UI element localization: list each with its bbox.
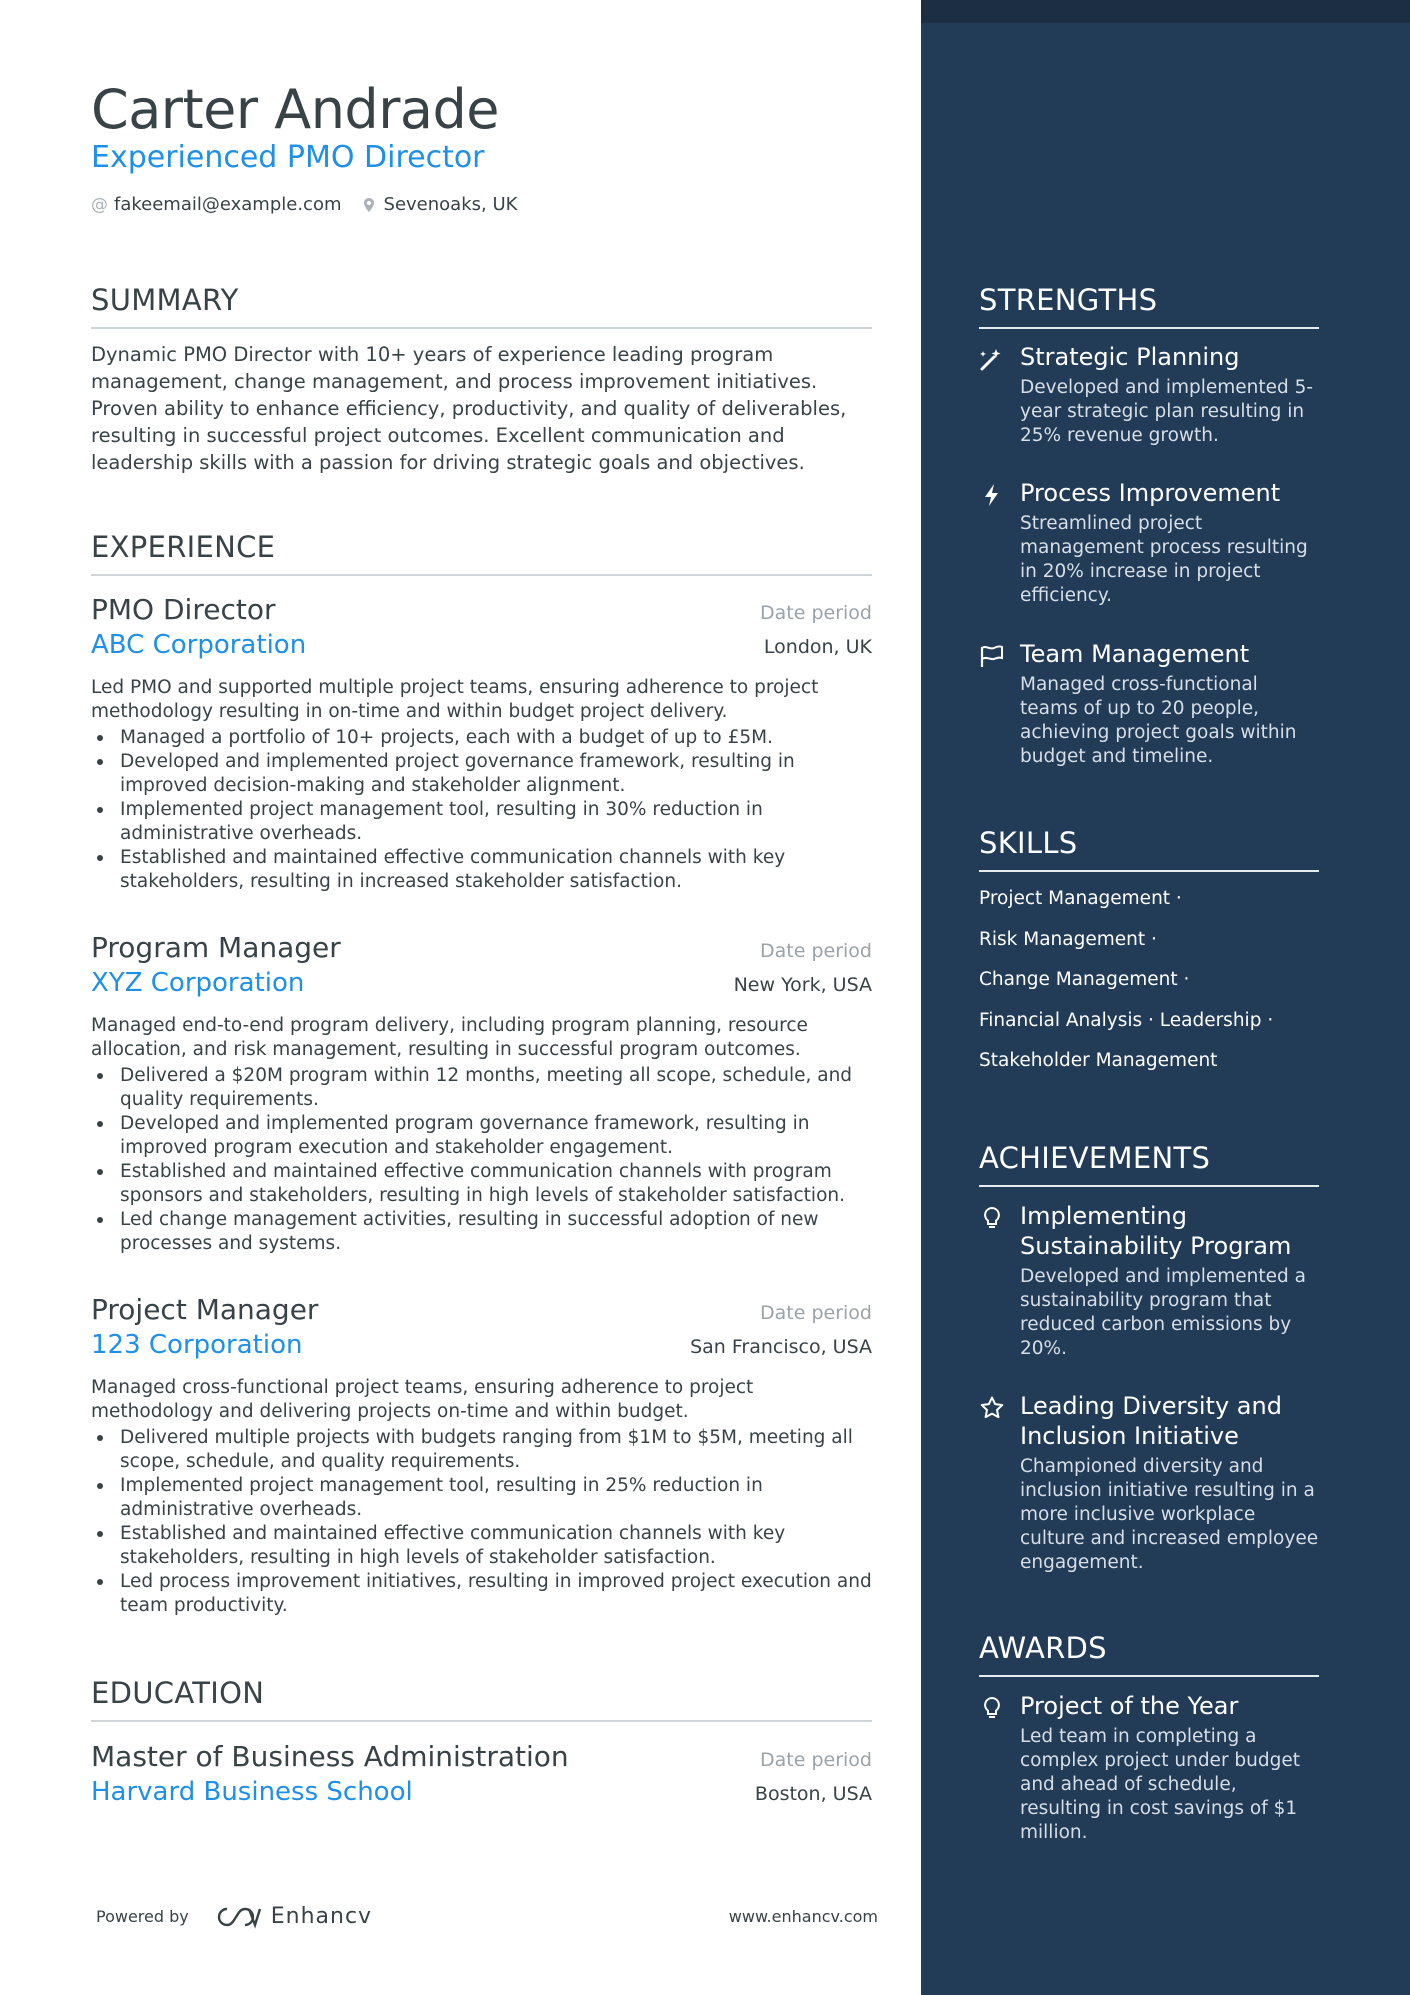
bullet-item: Implemented project management tool, resulting in 30% reduction in administrative overheads. [91,798,872,846]
bullet-item: Led change management activities, resulting in successful adoption of new processes and systems. [91,1208,872,1256]
skills-heading: SKILLS [979,825,1319,872]
candidate-title: Experienced PMO Director [91,140,485,175]
sidebar-top-bar [921,0,1410,23]
job-date: Date period [760,602,872,624]
skills-list [979,879,1319,1082]
job-title: Project Manager [91,1293,319,1326]
strengths-heading: STRENGTHS [979,282,1319,329]
strength-item [979,342,1319,448]
education-heading: EDUCATION [91,1675,872,1722]
job-date: Date period [760,940,872,962]
achievement-desc: Championed diversity and inclusion initiative resulting in a more inclusive workplace culture and increased employee engagement. [1020,1456,1319,1573]
job-entry [91,930,872,1256]
strength-item [979,478,1319,608]
footer [96,1904,878,1929]
strength-title: Team Management [1020,640,1250,668]
job-bullets [91,1064,872,1256]
star-icon [979,1395,1005,1421]
award-desc: Led team in completing a complex project under budget and ahead of schedule, resulting in cost savings of $1 million. [1020,1726,1301,1843]
job-description: Led PMO and supported multiple project teams, ensuring adherence to project methodology resulting in on-time and within budget project delivery. [91,677,819,722]
experience-section [91,529,872,576]
bullet-item: Implemented project management tool, resulting in 25% reduction in administrative overheads. [91,1474,872,1522]
strength-desc: Developed and implemented 5-year strategic plan resulting in 25% revenue growth. [1020,377,1314,446]
achievement-title: Leading Diversity and Inclusion Initiative [1020,1392,1282,1450]
email-item[interactable] [91,194,342,215]
strength-title: Strategic Planning [1020,343,1240,371]
education-section [91,1675,872,1722]
strength-desc: Managed cross-functional teams of up to 20 people, achieving project goals within budget and timeline. [1020,674,1297,767]
awards-heading: AWARDS [979,1630,1319,1677]
location-item [364,194,518,215]
summary-text: Dynamic PMO Director with 10+ years of experience leading program management, change management, and process improvement initiatives. Proven ability to enhance efficiency, productivity, and quality of deliverables, resulting in successful project outcomes. Excellent communication and leadership skills with a passion for driving strategic goals and objectives. [91,343,847,474]
skill-tag: Stakeholder Management [979,1050,1218,1071]
skill-tag: Risk Management · [979,928,1157,950]
job-bullets [91,726,872,894]
lightbulb-icon [979,1695,1005,1721]
lightning-icon [979,482,1005,508]
achievement-title: Implementing Sustainability Program [1020,1202,1292,1260]
awards-section [979,1630,1319,1677]
achievement-item [979,1201,1319,1361]
summary-section [91,282,872,476]
award-title: Project of the Year [1020,1692,1239,1720]
enhancv-logo[interactable] [215,1904,372,1929]
bullet-item: Established and maintained effective communication channels with key stakeholders, resulting in high levels of stakeholder satisfaction. [91,1522,872,1570]
experience-heading: EXPERIENCE [91,529,872,576]
job-date: Date period [760,1302,872,1324]
strength-desc: Streamlined project management process resulting in 20% increase in project efficiency. [1020,513,1308,606]
degree: Master of Business Administration [91,1740,569,1773]
enhancv-logo-icon [215,1905,261,1929]
bullet-item: Developed and implemented project governance framework, resulting in improved decision-making and stakeholder alignment. [91,750,872,798]
bullet-item: Delivered multiple projects with budgets ranging from $1M to $5M, meeting all scope, schedule, and quality requirements. [91,1426,872,1474]
job-entry [91,592,872,894]
skill-tag: Change Management · [979,969,1190,990]
bullet-item: Led process improvement initiatives, resulting in improved project execution and team productivity. [91,1570,872,1618]
flag-icon [979,643,1005,669]
powered-by-text: Powered by [96,1907,189,1926]
school[interactable]: Harvard Business School [91,1777,413,1807]
summary-heading: SUMMARY [91,282,872,329]
bullet-item: Managed a portfolio of 10+ projects, each with a budget of up to £5M. [91,726,872,750]
job-company[interactable]: 123 Corporation [91,1330,303,1360]
lightbulb-icon [979,1205,1005,1231]
job-company[interactable]: ABC Corporation [91,630,307,660]
skill-tag: Project Management · [979,888,1182,909]
education-location: Boston, USA [754,1783,872,1805]
strength-title: Process Improvement [1020,479,1281,507]
powered-by [96,1904,372,1929]
candidate-name: Carter Andrade [91,78,499,141]
wand-icon [979,346,1005,372]
job-description: Managed end-to-end program delivery, including program planning, resource allocation, and risk management, resulting in successful program outcomes. [91,1015,808,1060]
job-title: Program Manager [91,931,341,964]
strength-item [979,639,1319,769]
award-item [979,1691,1319,1845]
enhancv-brand: Enhancv [270,1904,373,1929]
job-location: San Francisco, USA [690,1336,872,1358]
achievements-heading: ACHIEVEMENTS [979,1140,1319,1187]
at-icon: @ [91,194,108,215]
job-location: New York, USA [733,974,872,996]
skills-section [979,825,1319,872]
strengths-section [979,282,1319,329]
achievement-item [979,1391,1319,1575]
location-pin-icon [364,198,374,212]
job-bullets [91,1426,872,1618]
job-title: PMO Director [91,593,276,626]
email-text: fakeemail@example.com [114,194,342,215]
bullet-item: Established and maintained effective communication channels with program sponsors and stakeholders, resulting in high levels of stakeholder satisfaction. [91,1160,872,1208]
achievements-section [979,1140,1319,1187]
job-location: London, UK [763,636,872,658]
location-text: Sevenoaks, UK [383,194,518,215]
bullet-item: Established and maintained effective communication channels with key stakeholders, resulting in increased stakeholder satisfaction. [91,846,872,894]
skill-tag: Financial Analysis · Leadership · [979,1009,1274,1031]
job-entry [91,1292,872,1618]
job-company[interactable]: XYZ Corporation [91,968,305,998]
website-link[interactable]: www.enhancv.com [728,1907,878,1926]
education-date: Date period [760,1749,872,1771]
bullet-item: Delivered a $20M program within 12 months, meeting all scope, schedule, and quality requirements. [91,1064,872,1112]
education-entry [91,1739,872,1809]
contact-info [91,194,539,215]
bullet-item: Developed and implemented program governance framework, resulting in improved program execution and stakeholder engagement. [91,1112,872,1160]
job-description: Managed cross-functional project teams, ensuring adherence to project methodology and delivering projects on-time and within budget. [91,1377,754,1422]
achievement-desc: Developed and implemented a sustainability program that reduced carbon emissions by 20%. [1020,1266,1307,1359]
